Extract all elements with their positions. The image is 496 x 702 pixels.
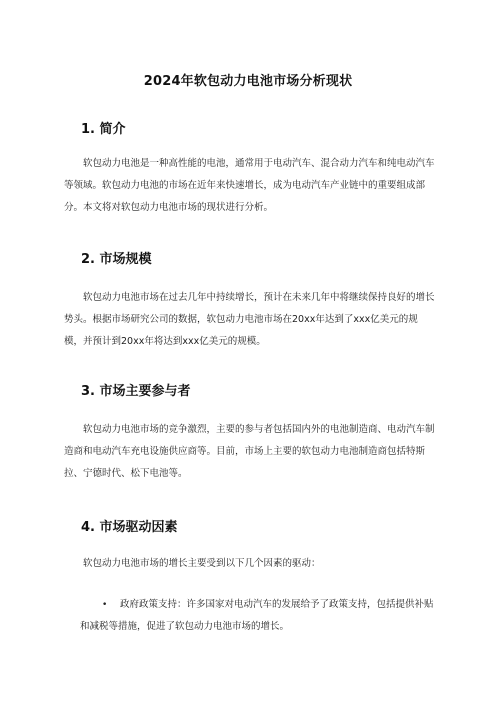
section-paragraph: 软包动力电池市场的增长主要受到以下几个因素的驱动：	[83, 558, 321, 569]
document-title: 2024年软包动力电池市场分析现状	[143, 74, 353, 89]
section-paragraph: 软包动力电池市场的竞争激烈，主要的参与者包括国内外的电池制造商、电动汽车制造商和电动汽车充电设施供应商等。目前，市场上主要的软包动力电池制造商包括特斯拉、宁德时代、松下电池等。	[64, 424, 435, 479]
section-heading: 4. 市场驱动因素	[81, 520, 178, 535]
section-heading: 2. 市场规模	[81, 252, 152, 267]
bullet-item: • 政府政策支持：许多国家对电动汽车的发展给予了政策支持，包括提供补贴和减税等措施，促进了软包动力电池市场的增长。	[64, 594, 436, 638]
section-heading: 1. 简介	[81, 122, 126, 137]
bullet-icon: •	[102, 600, 108, 610]
section-paragraph: 软包动力电池是一种高性能的电池，通常用于电动汽车、混合动力汽车和纯电动汽车等领域。软包动力电池的市场在近年来快速增长，成为电动汽车产业链中的重要组成部分。本文将对软包动力电池市场的现状进行分析。	[64, 158, 435, 213]
section-heading: 3. 市场主要参与者	[81, 384, 191, 399]
section-paragraph: 软包动力电池市场在过去几年中持续增长，预计在未来几年中将继续保持良好的增长势头。根据市场研究公司的数据，软包动力电池市场在20xx年达到了xxx亿美元的规模，并预计到20xx年将达到xxx亿美元的规模。	[64, 292, 435, 347]
